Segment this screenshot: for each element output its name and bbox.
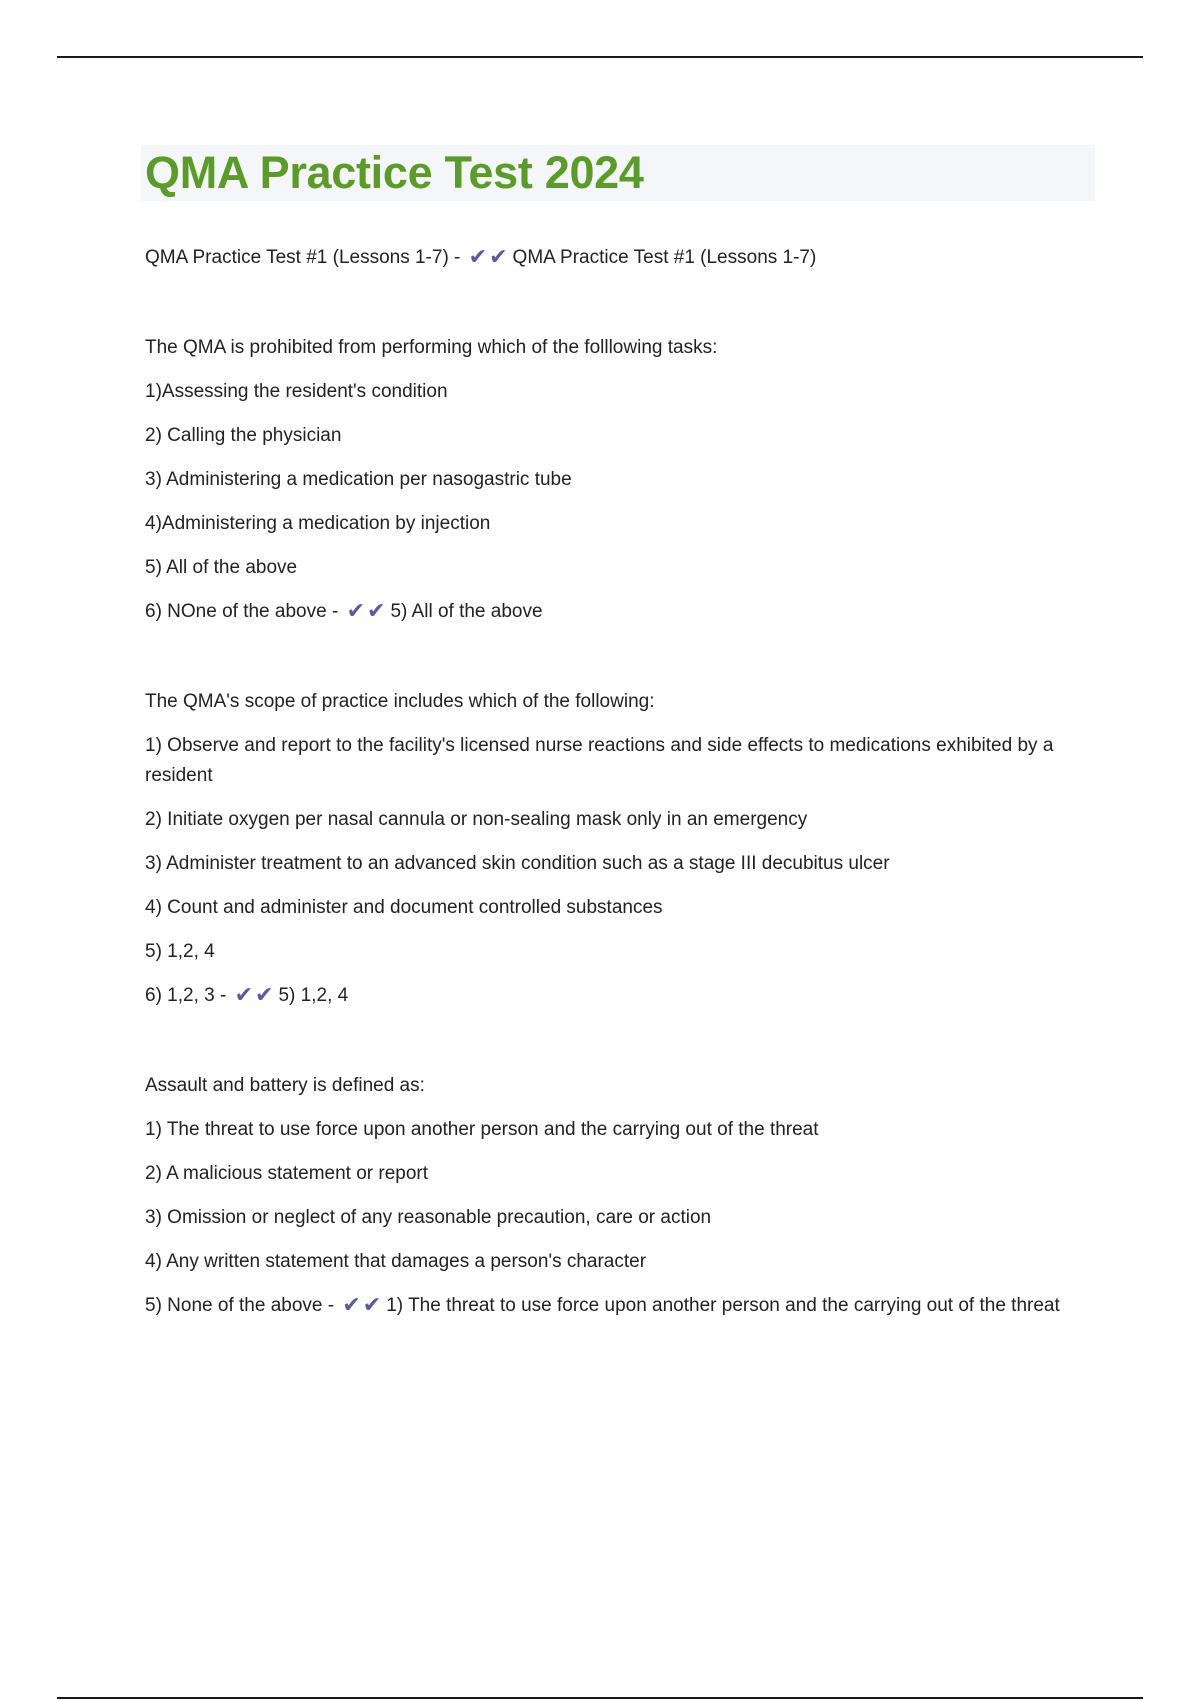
answer-option: 2) Initiate oxygen per nasal cannula or non-sealing mask only in an emergency xyxy=(145,809,808,830)
checkmark-icon: ✔ xyxy=(342,1293,361,1318)
checkmark-icon: ✔ xyxy=(346,599,365,624)
last-option-text: 6) 1,2, 3 - xyxy=(145,985,227,1006)
last-option-text: 5) None of the above - xyxy=(145,1295,335,1316)
document-title: QMA Practice Test 2024 xyxy=(145,147,644,198)
correct-answer: 5) All of the above xyxy=(390,601,543,622)
answer-option: 2) A malicious statement or report xyxy=(145,1163,429,1184)
bottom-rule xyxy=(57,1697,1143,1699)
answer-option: 4) Any written statement that damages a person's character xyxy=(145,1251,647,1272)
answer-option-with-key xyxy=(145,981,1095,1011)
subtitle-question: QMA Practice Test #1 (Lessons 1-7) - xyxy=(145,247,461,268)
answer-option: 4)Administering a medication by injection xyxy=(145,513,491,534)
question-block xyxy=(145,1071,1095,1321)
answer-option: 5) 1,2, 4 xyxy=(145,941,215,962)
answer-checkmarks xyxy=(346,601,387,622)
answer-option-with-key xyxy=(145,597,1095,627)
top-rule xyxy=(57,56,1143,58)
answer-option: 3) Administer treatment to an advanced skin condition such as a stage III decubitus ulcer xyxy=(145,853,890,874)
title-band xyxy=(141,145,1095,201)
answer-option: 3) Administering a medication per nasogastric tube xyxy=(145,469,572,490)
answer-option-with-key xyxy=(145,1291,1095,1321)
question-block xyxy=(145,333,1095,627)
answer-checkmarks xyxy=(234,985,275,1006)
question-prompt: The QMA's scope of practice includes which of the following: xyxy=(145,691,655,712)
answer-checkmarks xyxy=(341,1295,382,1316)
answer-option: 2) Calling the physician xyxy=(145,425,342,446)
answer-option: 4) Count and administer and document controlled substances xyxy=(145,897,663,918)
answer-option: 5) All of the above xyxy=(145,557,298,578)
subtitle-answer: QMA Practice Test #1 (Lessons 1-7) xyxy=(512,247,817,268)
question-prompt: Assault and battery is defined as: xyxy=(145,1075,425,1096)
subtitle-line xyxy=(145,243,1095,273)
question-prompt: The QMA is prohibited from performing which of the folllowing tasks: xyxy=(145,337,718,358)
correct-answer: 5) 1,2, 4 xyxy=(278,985,349,1006)
last-option-text: 6) NOne of the above - xyxy=(145,601,339,622)
document-body xyxy=(145,145,1095,1321)
checkmark-icon: ✔ xyxy=(367,599,386,624)
correct-answer: 1) The threat to use force upon another person and the carrying out of the threat xyxy=(386,1295,1060,1316)
question-block xyxy=(145,687,1095,1011)
answer-option: 1)Assessing the resident's condition xyxy=(145,381,448,402)
answer-option: 1) Observe and report to the facility's licensed nurse reactions and side effects to medications exhibited by a resident xyxy=(145,735,1054,786)
checkmark-icon: ✔ xyxy=(362,1293,382,1318)
checkmark-icon: ✔ xyxy=(255,983,274,1008)
checkmark-icon: ✔ xyxy=(234,983,254,1008)
checkmark-icon: ✔ xyxy=(468,245,488,270)
answer-option: 3) Omission or neglect of any reasonable precaution, care or action xyxy=(145,1207,712,1228)
answer-checkmarks xyxy=(468,247,509,268)
checkmark-icon: ✔ xyxy=(489,245,508,270)
answer-option: 1) The threat to use force upon another person and the carrying out of the threat xyxy=(145,1119,819,1140)
